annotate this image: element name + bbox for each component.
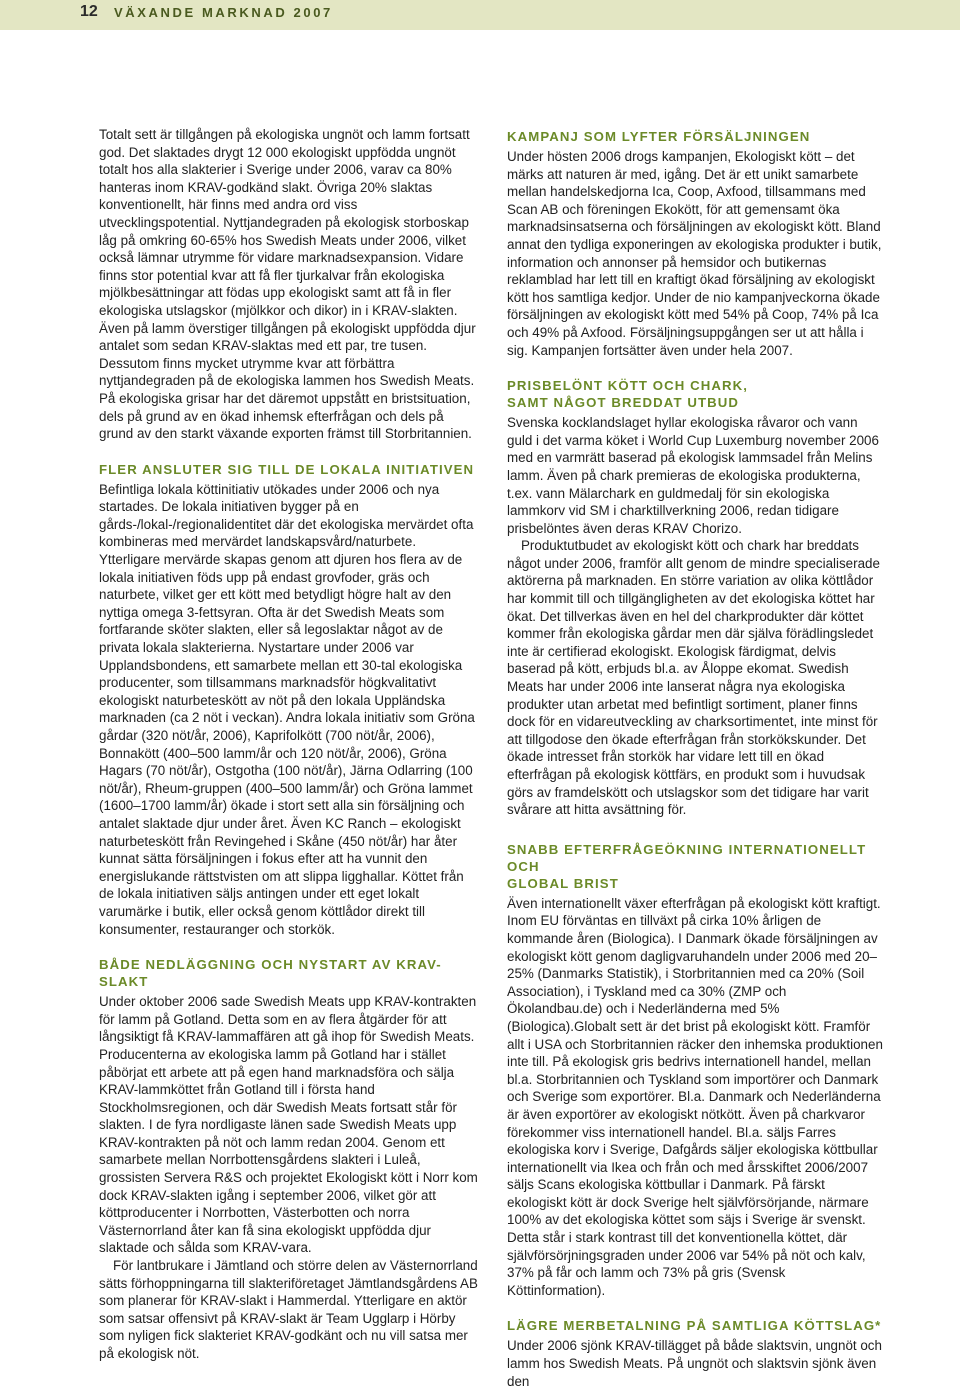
intro-paragraph: Totalt sett är tillgången på ekologiska ungnöt och lamm fortsatt god. Det slaktades drygt 12 000 ekologiskt uppfödda ungnöt totalt hos alla slakterier i Sverige under 2006, varav ca 80% hanteras inom KRAV-godkänd slakt. Övriga 20% slaktas konventionellt, här finns med andra ord viss utvecklingspotential. Nyttjandegraden på ekologisk storboskap låg på omkring 60-65% hos Swedish Meats under 2006, vilket också lämnar utrymme för vidare marknadsexpansion. Vidare finns stor potential kvar att få fler tjurkalvar från ekologiska mjölkbesättningar att födas upp ekologiskt samt att få in fler ekologiska utslagskor (mjölkkor och dikor) in i KRAV-slakten. Även på lamm överstiger tillgången på ekologiskt uppfödda djur antalet som sedan KRAV-slaktas med ett par, tre tusen. Dessutom finns mycket utrymme kvar att förbättra nyttjandegraden på de ekologiska lammen hos Swedish Meats. På ekologiska grisar har det däremot uppstått en bristsituation, dels på grund av en ökad inhemsk efterfrågan och dels på grund av den starkt växande exporten främst till Storbritannien.	[99, 127, 476, 442]
heading-line: GLOBAL BRIST	[507, 875, 619, 891]
section-heading-krav-slakt: BÅDE NEDLÄGGNING OCH NYSTART AV KRAV-SLAKT	[99, 957, 442, 990]
section-paragraph: Under hösten 2006 drogs kampanjen, Ekologiskt kött – det märks att naturen är med, igång. Det är ett unikt samarbete mellan handelskedjorna Ica, Coop, Axfood, tillsammans med Scan AB och föreningen Ekokött, för att gemensamt öka marknadsinsatserna och försäljningen av ekologiskt kött. Bland annat den tydliga exponeringen av ekologiska produkter i butik, information och annonser på hemsidor och butikernas reklamblad har lett till en kraftigt ökad försäljning av ekologiskt kött hos samtliga kedjor. Under de nio kampanjveckorna ökade försäljningen av ekologiskt kött med 54% på Coop, 74% på Ica och 49% på Axfood. Försäljningsuppgången ser ut att hålla i sig. Kampanjen fortsätter även under hela 2007.	[507, 149, 882, 358]
section-heading-kampanj: KAMPANJ SOM LYFTER FÖRSÄLJNINGEN	[507, 129, 811, 144]
page-number: 12	[80, 3, 98, 20]
heading-line: SAMT NÅGOT BREDDAT UTBUD	[507, 395, 740, 411]
heading-line: SNABB EFTERFRÅGEÖKNING INTERNATIONELLT OCH	[507, 841, 867, 874]
section-heading-prisbelont	[507, 377, 883, 411]
heading-line: PRISBELÖNT KÖTT OCH CHARK,	[507, 378, 749, 394]
section-paragraph: Produktutbudet av ekologiskt kött och chark har breddats något under 2006, framför allt genom de mindre specialiserade aktörerna på marknaden. En större variation av olika köttlådor har kommit till och tillgängligheten av det ekologiska köttet har ökat. Det tillverkas även en hel del charkprodukter där köttet kommer från ekologiska gårdar men där själva förädlingsledet inte är certifierad ekologiskt. Ekologisk färdigmat, delvis baserad på kött, erbjuds bl.a. av Åloppe ekomat. Swedish Meats har under 2006 inte lanserat några nya ekologiska produkter utan arbetat med befintligt sortiment, planer finns dock för en vidareutveckling av charksortimentet, inte minst för att tillgodose den ökade efterfrågan från storkökskunder. Det ökade intresset från storkök har vidare lett till en ökad efterfrågan på ekologisk köttfärs, en produkt som i huvudsak görs av framdelskött och utslagskor som det tidigare har varit svårare att hitta avsättning för.	[507, 538, 880, 818]
section-heading-merbetalning: LÄGRE MERBETALNING PÅ SAMTLIGA KÖTTSLAG*	[507, 1318, 882, 1334]
section-paragraph: Under oktober 2006 sade Swedish Meats upp KRAV-kontrakten för lamm på Gotland. Detta som en av flera åtgärder för att långsiktigt få KRAV-lammaffären att gå ihop för Swedish Meats. Producenterna av ekologiska lamm på Gotland har i stället påbörjat ett arbete att på egen hand marknadsföra och sälja KRAV-lammköttet från Gotland till i första hand Stockholmsregionen, och där Swedish Meats fortsatt står för slakten. I de fyra nordligaste länen sade Swedish Meats upp KRAV-kontrakten på nöt och lamm redan 2004. Genom ett samarbete mellan Norrbottensgårdens slakteri i Luleå, grossisten Servera R&S och projektet Ekologiskt kött i Norr kom dock KRAV-slakten igång i september 2006, vilket gör att köttproducenter i Norrbotten, Västerbotten och norra Västernorrland åter kan få sina ekologiskt uppfödda djur slaktade och sålda som KRAV-vara.	[99, 994, 478, 1256]
section-paragraph: Befintliga lokala köttinitiativ utökades under 2006 och nya startades. De lokala initiativen bygger på en gårds-/lokal-/regionalidentitet där det ekologiska mervärdet ofta kombineras med mervärdet landskapsvård/naturbete. Ytterligare mervärde skapas genom att djuren hos flera av de lokala initiativen föds upp på endast grovfoder, gräs och naturbete, vilket ger ett kött med betydligt högre halt av den nyttiga omega 3-fettsyran. Ofta är det Swedish Meats som fortfarande sköter slakten, eller så legoslaktar något av de privata lokala slakterierna. Nystartare under 2006 var Upplandsbondens, ett samarbete mellan ett 30-tal ekologiska producenter, som tillsammans marknadsför högkvalitativt ekologiskt naturbeteskött av nöt på den lokala Uppländska marknaden (ca 2 nöt i veckan). Andra lokala initiativ som Gröna gårdar (320 nöt/år, 2006), Kaprifolkött (700 nöt/år, 2006), Bonnakött (400–500 lamm/år och 120 nöt/år, 2006), Gröna Hagars (70 nöt/år), Ostgotha (100 nöt/år), Järna Odlarring (100 nöt/år), Rheum-gruppen (400–500 lamm/år) och Gröna lammet (1600–1700 lamm/år) ökade i stort sett alla sin försäljning och antalet slaktade djur under året. Även KC Ranch – ekologiskt naturbeteskött från Revingehed i Skåne (450 nöt/år) har åter kunnat sätta försäljningen i fokus efter att ha vunnit den energislukande rättstvisten om att slippa ligghallar. Köttet från de lokala initiativen säljs antingen under ett eget lokalt varumärke i butik, eller också genom köttlådor direkt till konsumenter, restauranger och storkök.	[99, 481, 475, 937]
left-column	[99, 126, 479, 1363]
section-paragraph: Även internationellt växer efterfrågan på ekologiskt kött kraftigt. Inom EU förväntas en tillväxt på cirka 10% årligen de kommande åren (Biologica). I Danmark ökade försäljningen av ekologiskt kött genom dagligvaruhandeln under 2006 med 20–25% (Danmarks Statistik), i Storbritannien med ca 20% (Soil Association), i Tyskland med ca 30% (ZMP och Ökolandbau.de) och i Nederländerna med 5% (Biologica).Globalt sett är det brist på ekologiskt kött. Framför allt i USA och Storbritannien räcker den inhemska produktionen inte till. På ekologisk gris bedrivs internationell handel, mellan bl.a. Storbritannien och Tyskland som importörer och Danmark och Sverige som exportörer. Bl.a. Danmark och Nederländerna är även exportörer av ekologiskt nötkött. Även på charkvaror förekommer viss internationell handel. Bl.a. säljs Farres ekologiska korv i Sverige, Dafgårds säljer ekologiska köttbullar internationellt via Ikea och från och med årsskiftet 2006/2007 säljs Scans ekologiska köttbullar i Danmark. På färskt ekologiskt kött är dock Sverige helt självförsörjande, närmare 100% av det ekologiska köttet som säjs i Sverige är svenskt. Detta står i stark kontrast till det konventionella köttet, där självförsörjningsgraden under 2006 var 54% på nöt och kalv, 37% på får och lamm och 73% på gris (Svensk Köttinformation).	[507, 895, 883, 1298]
section-paragraph: För lantbrukare i Jämtland och större delen av Västernorrland sätts förhoppningarna till slakteriföretaget Jämtlandsgårdens AB som planerar för KRAV-slakt i Hammerdal. Ytterligare en aktör som satsar offensivt på KRAV-slakt är Team Ugglarp i Hörby som nyligen fick slakteriet KRAV-godkänt och nu vill satsa mer på ekologisk nöt.	[99, 1258, 478, 1361]
running-head: VÄXANDE MARKNAD 2007	[114, 5, 333, 20]
section-heading-internationellt	[507, 841, 883, 892]
header-bar	[0, 0, 960, 30]
section-paragraph: Svenska kocklandslaget hyllar ekologiska råvaror och vann guld i det varma köket i World Cup Luxemburg november 2006 med en varmrätt baserad på ekologisk lammsadel från Melins lamm. Även på chark premieras de ekologiska produkterna, t.ex. vann Mälarchark en guldmedalj för sin ekologiska lammkorv vid SM i charktillverkning 2006, redan tidigare prisbelöntes även deras KRAV Chorizo.	[507, 415, 879, 536]
right-column	[507, 128, 883, 1390]
section-paragraph: Under 2006 sjönk KRAV-tillägget på både slaktsvin, ungnöt och lamm hos Swedish Meats. På ungnöt och slaktsvin sjönk även den	[507, 1338, 882, 1389]
section-heading-lokala-initiativen: FLER ANSLUTER SIG TILL DE LOKALA INITIATIVEN	[99, 461, 475, 477]
